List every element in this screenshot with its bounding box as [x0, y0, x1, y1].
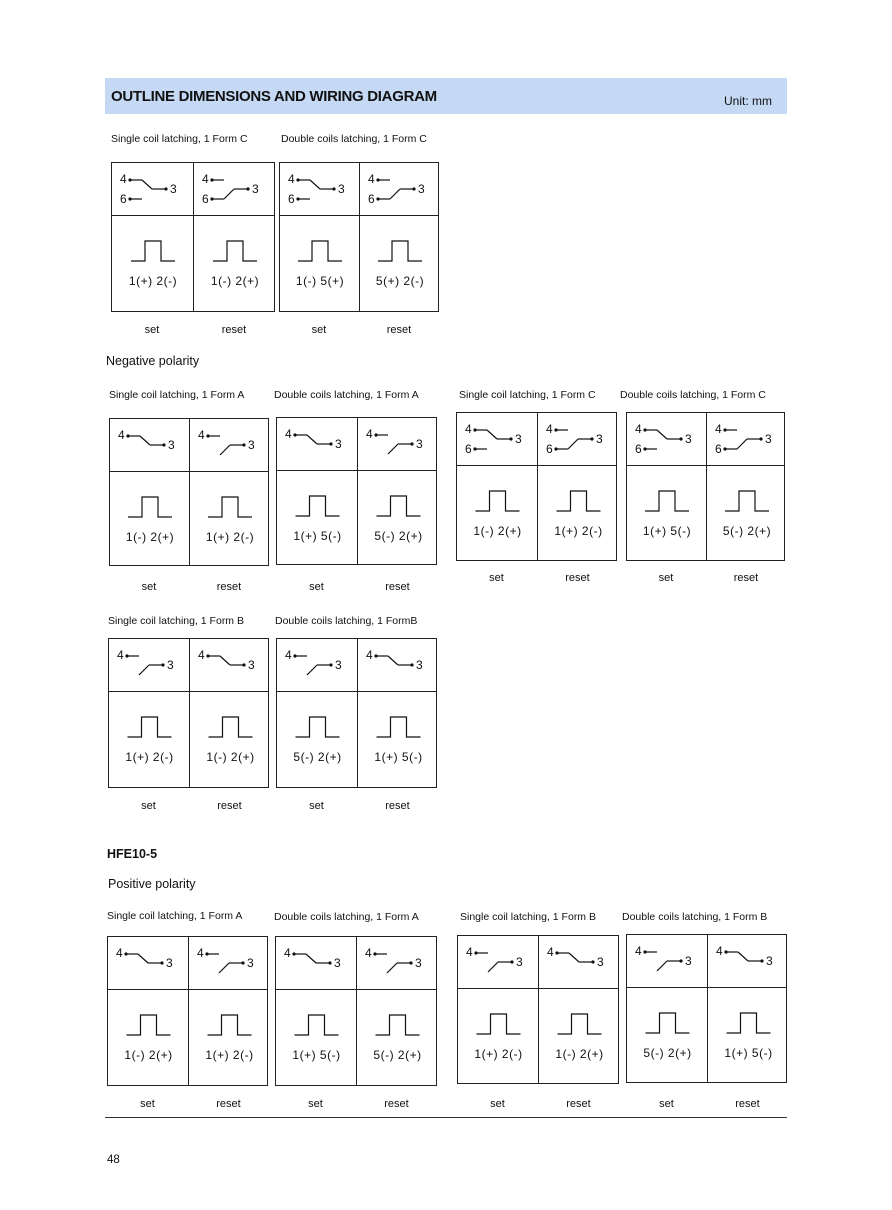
set-cell-coil-terminals: 1(+) 5(-) — [293, 529, 342, 543]
group-title: Double coils latching, 1 Form B — [622, 911, 768, 923]
set-cell-pulse-symbol — [645, 491, 689, 511]
set-cell-terminal-4: 4 — [285, 648, 292, 662]
set-cell-terminal-4: 4 — [118, 428, 125, 442]
reset-cell-terminal-3: 3 — [252, 182, 259, 196]
diagram-symbols — [109, 639, 268, 787]
set-cell-contact-symbol — [465, 422, 522, 456]
reset-cell-caption: reset — [216, 581, 242, 593]
section-label-positive: Positive polarity — [108, 877, 196, 891]
set-cell-terminal-4: 4 — [466, 945, 473, 959]
set-cell-pulse-symbol — [477, 1014, 521, 1034]
page-number: 48 — [107, 1154, 120, 1166]
wiring-diagram-box — [276, 417, 437, 565]
diagram-symbols — [627, 935, 786, 1082]
reset-cell-pulse-symbol — [558, 1014, 602, 1034]
set-cell-pulse-symbol — [476, 491, 520, 511]
reset-cell-caption: reset — [565, 572, 590, 584]
wiring-diagram-box — [456, 412, 617, 561]
set-cell-contact-symbol — [118, 428, 175, 452]
reset-cell-terminal-4: 4 — [547, 945, 554, 959]
reset-cell-terminal-4: 4 — [715, 422, 722, 436]
diagram-symbols — [457, 413, 616, 560]
set-cell-caption: set — [311, 324, 327, 336]
group-title: Double coils latching, 1 FormB — [275, 615, 418, 627]
reset-cell-terminal-4: 4 — [365, 946, 372, 960]
reset-cell-terminal-3: 3 — [416, 658, 423, 672]
wiring-diagram-box — [275, 936, 437, 1086]
group-title: Single coil latching, 1 Form B — [108, 615, 244, 627]
set-cell-terminal-4: 4 — [465, 422, 472, 436]
set-cell-pulse-symbol — [128, 717, 172, 737]
reset-cell-contact-symbol — [715, 422, 772, 456]
set-cell-terminal-3: 3 — [334, 956, 341, 970]
reset-cell-terminal-4: 4 — [198, 428, 205, 442]
set-cell-terminal-4: 4 — [288, 172, 295, 186]
reset-cell-terminal-3: 3 — [416, 437, 423, 451]
section-label-model: HFE10-5 — [107, 847, 158, 861]
wiring-diagram-box — [111, 162, 275, 312]
unit-label: Unit: mm — [724, 94, 772, 108]
diagram-symbols — [277, 418, 436, 564]
reset-cell-pulse-symbol — [209, 717, 253, 737]
reset-cell-terminal-3: 3 — [248, 658, 255, 672]
reset-cell-terminal-4: 4 — [198, 648, 205, 662]
reset-cell-terminal-3: 3 — [247, 956, 254, 970]
set-cell-terminal-3: 3 — [515, 432, 522, 446]
set-cell-pulse-symbol — [646, 1013, 690, 1033]
diagram-symbols — [276, 937, 436, 1085]
set-cell-terminal-3: 3 — [335, 437, 342, 451]
set-cell-terminal-6: 6 — [465, 442, 472, 456]
reset-cell-terminal-4: 4 — [366, 648, 373, 662]
set-cell-pulse-symbol — [296, 717, 340, 737]
reset-cell-pulse-symbol — [377, 717, 421, 737]
set-cell-terminal-4: 4 — [284, 946, 291, 960]
set-cell-coil-terminals: 1(-) 5(+) — [295, 274, 345, 288]
set-cell-terminal-4: 4 — [635, 944, 642, 958]
reset-cell-terminal-6: 6 — [715, 442, 722, 456]
reset-cell-coil-terminals: 1(+) 5(-) — [374, 750, 423, 764]
set-cell-caption: set — [658, 572, 674, 584]
reset-cell-caption: reset — [566, 1098, 591, 1110]
set-cell-pulse-symbol — [128, 497, 172, 517]
reset-cell-pulse-symbol — [378, 241, 422, 261]
set-cell-caption: set — [308, 1098, 323, 1110]
set-cell-coil-terminals: 1(+) 2(-) — [474, 1047, 523, 1061]
reset-cell-pulse-symbol — [213, 241, 257, 261]
reset-cell-coil-terminals: 5(-) 2(+) — [722, 524, 772, 538]
set-cell-terminal-3: 3 — [335, 658, 342, 672]
reset-cell-terminal-3: 3 — [596, 432, 603, 446]
reset-cell-coil-terminals: 5(-) 2(+) — [373, 1048, 422, 1062]
group-title: Single coil latching, 1 Form A — [109, 389, 245, 401]
set-cell-contact-symbol — [116, 946, 173, 970]
reset-cell-coil-terminals: 1(+) 2(-) — [205, 530, 255, 544]
set-cell-terminal-4: 4 — [117, 648, 124, 662]
set-cell-contact-symbol — [288, 172, 345, 206]
reset-cell-coil-terminals: 1(+) 5(-) — [724, 1046, 773, 1060]
reset-cell-terminal-4: 4 — [716, 944, 723, 958]
set-cell-contact-symbol — [466, 945, 523, 972]
reset-cell-caption: reset — [386, 324, 412, 336]
set-cell-caption: set — [141, 581, 157, 593]
reset-cell-pulse-symbol — [208, 497, 252, 517]
set-cell-caption: set — [659, 1098, 674, 1110]
set-cell-terminal-3: 3 — [516, 955, 523, 969]
diagram-symbols — [627, 413, 784, 560]
reset-cell-pulse-symbol — [377, 496, 421, 516]
diagram-symbols — [280, 163, 438, 311]
reset-cell-terminal-3: 3 — [766, 954, 773, 968]
set-cell-coil-terminals: 1(+) 2(-) — [125, 750, 174, 764]
group-title: Single coil latching, 1 Form C — [111, 133, 248, 145]
set-cell-contact-symbol — [284, 946, 341, 970]
reset-cell-contact-symbol — [366, 648, 423, 672]
set-cell-terminal-4: 4 — [120, 172, 127, 186]
set-cell-coil-terminals: 5(-) 2(+) — [643, 1046, 692, 1060]
reset-cell-coil-terminals: 1(+) 2(-) — [205, 1048, 254, 1062]
wiring-diagram-box — [626, 412, 785, 561]
set-cell-coil-terminals: 1(-) 2(+) — [473, 524, 522, 538]
reset-cell-contact-symbol — [366, 427, 423, 454]
reset-cell-caption: reset — [384, 1098, 409, 1110]
reset-cell-coil-terminals: 1(-) 2(+) — [206, 750, 255, 764]
reset-cell-terminal-3: 3 — [597, 955, 604, 969]
wiring-diagram-box — [109, 418, 269, 566]
reset-cell-contact-symbol — [368, 172, 425, 206]
set-cell-coil-terminals: 5(-) 2(+) — [293, 750, 342, 764]
reset-cell-terminal-6: 6 — [546, 442, 553, 456]
section-label-negative: Negative polarity — [106, 354, 200, 368]
reset-cell-contact-symbol — [365, 946, 422, 973]
group-title: Single coil latching, 1 Form A — [107, 910, 243, 922]
reset-cell-coil-terminals: 5(+) 2(-) — [375, 274, 425, 288]
set-cell-terminal-3: 3 — [338, 182, 345, 196]
page-title: OUTLINE DIMENSIONS AND WIRING DIAGRAM — [111, 88, 437, 105]
reset-cell-terminal-3: 3 — [418, 182, 425, 196]
set-cell-caption: set — [309, 800, 324, 812]
set-cell-terminal-6: 6 — [120, 192, 127, 206]
reset-cell-caption: reset — [216, 1098, 241, 1110]
reset-cell-coil-terminals: 5(-) 2(+) — [374, 529, 423, 543]
group-title: Double coils latching, 1 Form A — [274, 389, 419, 401]
reset-cell-terminal-3: 3 — [415, 956, 422, 970]
reset-cell-contact-symbol — [197, 946, 254, 973]
set-cell-terminal-4: 4 — [285, 427, 292, 441]
diagram-symbols — [108, 937, 267, 1085]
set-cell-coil-terminals: 1(-) 2(+) — [125, 530, 175, 544]
set-cell-terminal-3: 3 — [167, 658, 174, 672]
set-cell-pulse-symbol — [298, 241, 342, 261]
diagram-symbols — [277, 639, 436, 787]
set-cell-pulse-symbol — [127, 1015, 171, 1035]
set-cell-terminal-3: 3 — [685, 954, 692, 968]
reset-cell-terminal-3: 3 — [248, 438, 255, 452]
bottom-rule — [105, 1117, 787, 1118]
wiring-diagram-box — [279, 162, 439, 312]
reset-cell-terminal-4: 4 — [368, 172, 375, 186]
reset-cell-caption: reset — [385, 581, 410, 593]
set-cell-contact-symbol — [635, 944, 692, 971]
set-cell-contact-symbol — [117, 648, 174, 675]
reset-cell-terminal-6: 6 — [368, 192, 375, 206]
reset-cell-coil-terminals: 1(-) 2(+) — [555, 1047, 604, 1061]
set-cell-contact-symbol — [635, 422, 692, 456]
group-title: Double coils latching, 1 Form A — [274, 911, 419, 923]
set-cell-contact-symbol — [285, 427, 342, 451]
reset-cell-contact-symbol — [202, 172, 259, 206]
wiring-diagram-box — [626, 934, 787, 1083]
reset-cell-terminal-4: 4 — [366, 427, 373, 441]
group-title: Double coils latching, 1 Form C — [620, 389, 766, 401]
set-cell-terminal-3: 3 — [168, 438, 175, 452]
wiring-diagram-box — [108, 638, 269, 788]
set-cell-caption: set — [309, 581, 324, 593]
reset-cell-caption: reset — [733, 572, 759, 584]
set-cell-coil-terminals: 1(+) 5(-) — [292, 1048, 341, 1062]
set-cell-caption: set — [489, 572, 504, 584]
reset-cell-contact-symbol — [198, 428, 255, 455]
set-cell-terminal-3: 3 — [685, 432, 692, 446]
set-cell-coil-terminals: 1(+) 2(-) — [128, 274, 178, 288]
reset-cell-coil-terminals: 1(+) 2(-) — [554, 524, 603, 538]
reset-cell-contact-symbol — [547, 945, 604, 969]
set-cell-terminal-6: 6 — [635, 442, 642, 456]
reset-cell-pulse-symbol — [557, 491, 601, 511]
reset-cell-terminal-6: 6 — [202, 192, 209, 206]
reset-cell-pulse-symbol — [727, 1013, 771, 1033]
reset-cell-caption: reset — [735, 1098, 760, 1110]
set-cell-terminal-4: 4 — [635, 422, 642, 436]
reset-cell-caption: reset — [385, 800, 410, 812]
reset-cell-coil-terminals: 1(-) 2(+) — [210, 274, 260, 288]
reset-cell-contact-symbol — [198, 648, 255, 672]
reset-cell-terminal-3: 3 — [765, 432, 772, 446]
set-cell-pulse-symbol — [296, 496, 340, 516]
set-cell-pulse-symbol — [295, 1015, 339, 1035]
reset-cell-contact-symbol — [546, 422, 603, 456]
set-cell-contact-symbol — [120, 172, 177, 206]
set-cell-terminal-3: 3 — [170, 182, 177, 196]
set-cell-caption: set — [490, 1098, 505, 1110]
group-title: Single coil latching, 1 Form C — [459, 389, 596, 401]
group-title: Double coils latching, 1 Form C — [281, 133, 427, 145]
reset-cell-pulse-symbol — [208, 1015, 252, 1035]
wiring-diagram-box — [107, 936, 268, 1086]
reset-cell-contact-symbol — [716, 944, 773, 968]
reset-cell-terminal-4: 4 — [546, 422, 553, 436]
set-cell-pulse-symbol — [131, 241, 175, 261]
set-cell-caption: set — [141, 800, 156, 812]
set-cell-terminal-6: 6 — [288, 192, 295, 206]
set-cell-caption: set — [140, 1098, 155, 1110]
wiring-diagram-box — [457, 935, 619, 1084]
set-cell-coil-terminals: 1(-) 2(+) — [124, 1048, 173, 1062]
diagram-symbols — [110, 419, 268, 565]
set-cell-coil-terminals: 1(+) 5(-) — [642, 524, 692, 538]
set-cell-caption: set — [144, 324, 160, 336]
reset-cell-pulse-symbol — [725, 491, 769, 511]
reset-cell-terminal-4: 4 — [202, 172, 209, 186]
set-cell-contact-symbol — [285, 648, 342, 675]
set-cell-terminal-3: 3 — [166, 956, 173, 970]
reset-cell-pulse-symbol — [376, 1015, 420, 1035]
group-title: Single coil latching, 1 Form B — [460, 911, 596, 923]
reset-cell-caption: reset — [217, 800, 242, 812]
reset-cell-terminal-4: 4 — [197, 946, 204, 960]
wiring-diagram-box — [276, 638, 437, 788]
reset-cell-caption: reset — [221, 324, 247, 336]
diagram-symbols — [458, 936, 618, 1083]
diagram-symbols — [112, 163, 274, 311]
set-cell-terminal-4: 4 — [116, 946, 123, 960]
